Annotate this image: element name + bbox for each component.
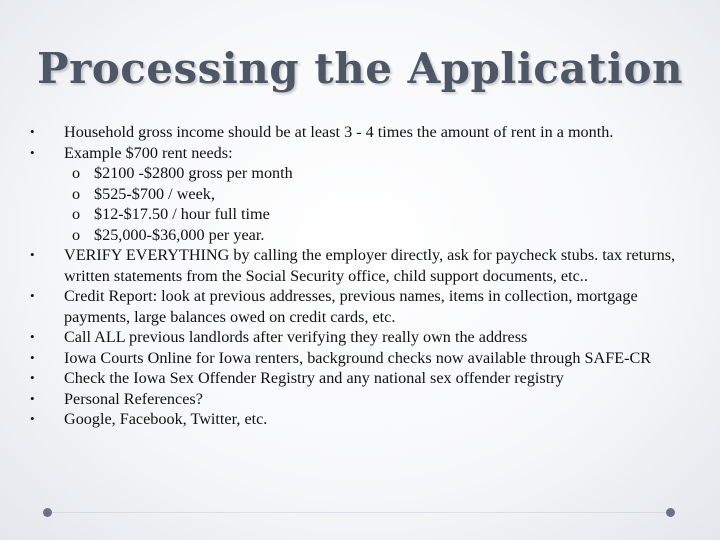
slide-content bbox=[30, 122, 700, 430]
bullet-text: Call ALL previous landlords after verifying they really own the address bbox=[64, 328, 528, 346]
left-dot-icon bbox=[43, 508, 52, 517]
bullet-icon: • bbox=[30, 288, 35, 303]
bullet-text: Check the Iowa Sex Offender Registry and any national sex offender registry bbox=[64, 369, 564, 387]
bullet-item bbox=[30, 327, 700, 348]
sub-bullet-item bbox=[30, 204, 700, 225]
sub-bullet-text: $525-$700 / week, bbox=[94, 184, 215, 203]
bullet-item bbox=[30, 143, 700, 164]
bullet-item bbox=[30, 348, 700, 369]
bullet-icon: • bbox=[30, 370, 35, 385]
bullet-icon: • bbox=[30, 144, 35, 160]
decorative-rule bbox=[52, 512, 666, 513]
bullet-item bbox=[30, 286, 700, 327]
bullet-text: VERIFY EVERYTHING by calling the employer directly, ask for paycheck stubs. tax returns, written statements from the Social Security office, child support documents, etc.. bbox=[64, 246, 676, 285]
bullet-item bbox=[30, 368, 700, 389]
bullet-icon: • bbox=[30, 411, 35, 426]
bullet-icon: • bbox=[30, 124, 35, 139]
bullet-icon: • bbox=[30, 329, 35, 344]
bullet-item bbox=[30, 409, 700, 430]
bullet-icon: • bbox=[30, 349, 35, 365]
bullet-item bbox=[30, 389, 700, 410]
bullet-text: Iowa Courts Online for Iowa renters, background checks now available through SAFE-CR bbox=[64, 348, 652, 367]
sub-bullet-item bbox=[30, 163, 700, 184]
bullet-item bbox=[30, 245, 700, 286]
bullet-text: Credit Report: look at previous addresses, previous names, items in collection, mortgage payments, large balances owed on credit cards, etc. bbox=[64, 287, 638, 326]
right-dot-icon bbox=[666, 508, 675, 517]
sub-bullet-item bbox=[30, 225, 700, 246]
bullet-text: Example $700 rent needs: bbox=[64, 143, 233, 162]
bullet-text: Google, Facebook, Twitter, etc. bbox=[64, 410, 268, 428]
sub-bullet-icon: o bbox=[72, 164, 81, 182]
sub-bullet-text: $2100 -$2800 gross per month bbox=[94, 164, 293, 182]
bullet-icon: • bbox=[30, 247, 35, 262]
bullet-text: Personal References? bbox=[64, 389, 203, 408]
slide-title: Processing the Application bbox=[37, 44, 683, 93]
bullet-item bbox=[30, 122, 700, 143]
sub-bullet-icon: o bbox=[72, 225, 81, 244]
sub-bullet-text: $25,000-$36,000 per year. bbox=[94, 225, 265, 244]
bullet-icon: • bbox=[30, 390, 35, 406]
bullet-text: Household gross income should be at least 3 - 4 times the amount of rent in a month. bbox=[64, 123, 614, 141]
sub-bullet-item bbox=[30, 184, 700, 205]
sub-bullet-text: $12-$17.50 / hour full time bbox=[94, 205, 270, 223]
sub-bullet-icon: o bbox=[72, 184, 81, 203]
sub-bullet-icon: o bbox=[72, 205, 81, 223]
